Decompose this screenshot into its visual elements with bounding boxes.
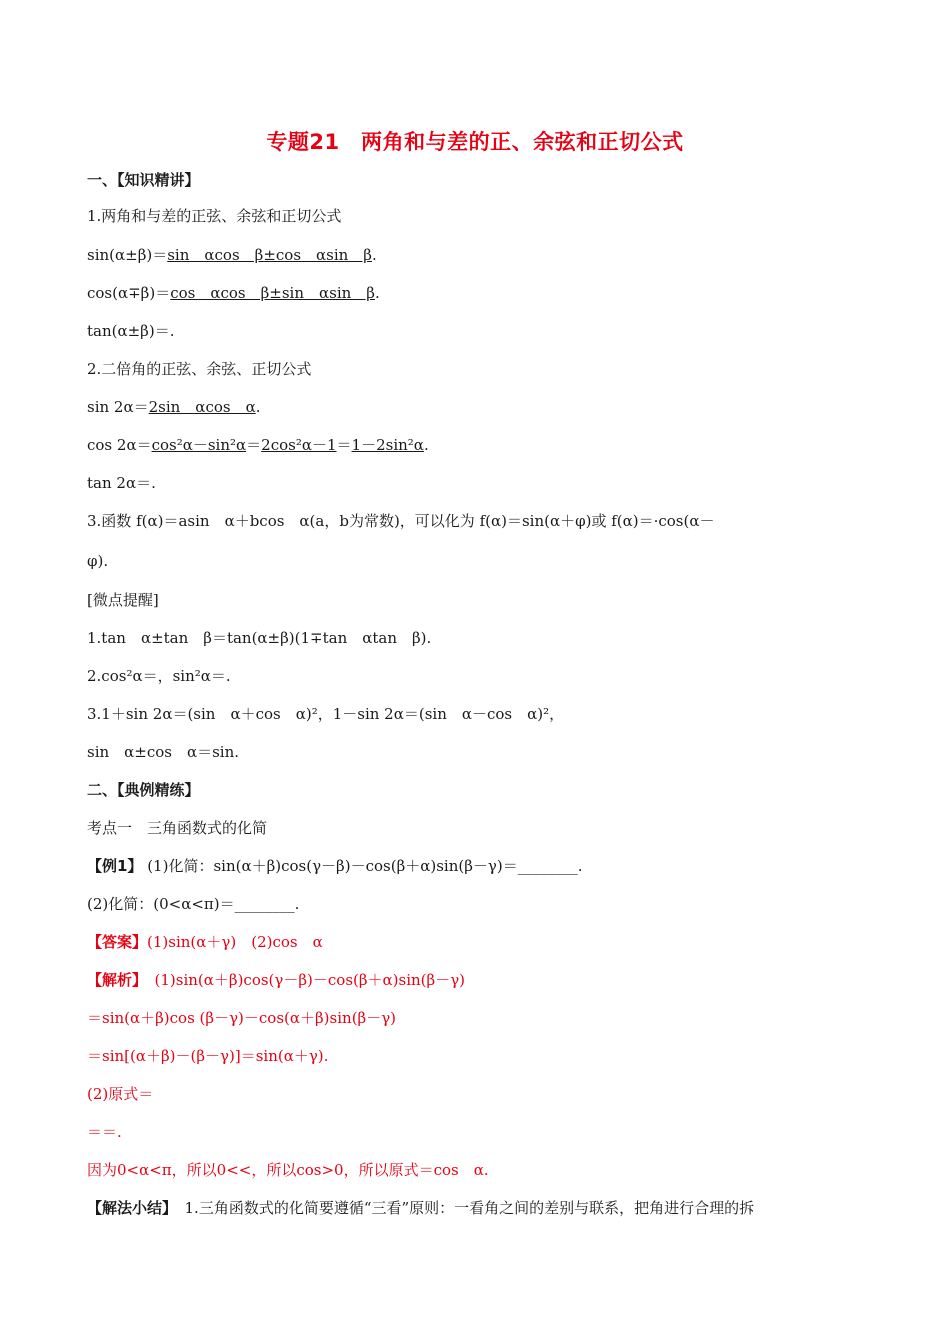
formula-answer: cos αcos β±sin αsin β <box>170 284 375 302</box>
formula-text: cos 2α＝ <box>87 436 152 454</box>
formula-text: . <box>423 436 429 454</box>
example-label: 【例1】 <box>87 857 143 875</box>
solution-line-3: ＝sin[(α＋β)－(β－γ)]＝sin(α＋γ). <box>87 1047 329 1065</box>
solution-text: (1)sin(α＋β)cos(γ－β)－cos(β＋α)sin(β－γ) <box>139 971 466 989</box>
example-1-question-1 <box>87 856 583 876</box>
formula-text: ＝ <box>336 436 352 454</box>
section-heading-examples: 二、【典例精练】 <box>87 781 200 799</box>
knowledge-3-line-1: 3.函数 f(α)＝asin α＋bcos α(a，b为常数)，可以化为 f(α)＝sin(α＋φ)或 f(α)＝·cos(α－ <box>87 512 715 530</box>
knowledge-2-heading: 2.二倍角的正弦、余弦、正切公式 <box>87 360 312 378</box>
solution-label: 【解析】 <box>87 971 140 989</box>
formula-answer: 2cos²α－1 <box>261 436 337 454</box>
topic-heading: 考点一 三角函数式的化简 <box>87 819 268 837</box>
formula-text: cos(α∓β)＝ <box>87 284 171 302</box>
tip-3: 3.1＋sin 2α＝(sin α＋cos α)²，1－sin 2α＝(sin α－cos α)²， <box>87 705 565 723</box>
formula-text: . <box>374 284 380 302</box>
tip-2: 2.cos²α＝，sin²α＝. <box>87 667 231 685</box>
formula-answer: cos²α－sin²α <box>151 436 247 454</box>
section-heading-knowledge: 一、【知识精讲】 <box>87 171 200 189</box>
formula-sin-sum <box>87 245 377 265</box>
solution-line-5: ＝＝. <box>87 1123 122 1141</box>
formula-cos-double <box>87 435 429 455</box>
formula-tan-double: tan 2α＝. <box>87 474 156 492</box>
formula-answer: sin αcos β±cos αsin β <box>167 246 372 264</box>
formula-text: ＝ <box>246 436 262 454</box>
formula-answer: 2sin αcos α <box>148 398 256 416</box>
formula-tan-sum: tan(α±β)＝. <box>87 322 175 340</box>
tips-heading: [微点提醒] <box>87 591 159 609</box>
solution-line-1 <box>87 970 465 990</box>
question-text: (1)化简：sin(α＋β)cos(γ－β)－cos(β＋α)sin(β－γ)＝________. <box>142 857 583 875</box>
document-title: 专题21 两角和与差的正、余弦和正切公式 <box>266 130 684 154</box>
knowledge-3-line-2: φ). <box>87 552 109 570</box>
answer-text: (1)sin(α＋γ) (2)cos α <box>147 933 323 951</box>
answer-line <box>87 932 323 952</box>
formula-answer: 1－2sin²α <box>351 436 424 454</box>
solution-line-4: (2)原式＝ <box>87 1085 154 1103</box>
tip-4: sin α±cos α＝sin. <box>87 743 240 761</box>
formula-text: sin(α±β)＝ <box>87 246 168 264</box>
summary-label: 【解法小结】 <box>87 1199 170 1217</box>
solution-line-6: 因为0<α<π，所以0<<，所以cos>0，所以原式＝cos α. <box>87 1161 489 1179</box>
answer-label: 【答案】 <box>87 933 148 951</box>
formula-text: . <box>371 246 377 264</box>
summary-text: 1.三角函数式的化简要遵循“三看”原则：一看角之间的差别与联系，把角进行合理的拆 <box>169 1199 755 1217</box>
method-summary-line <box>87 1198 754 1218</box>
formula-sin-double <box>87 397 260 417</box>
example-1-question-2: (2)化简：(0<α<π)＝________. <box>87 895 300 913</box>
knowledge-1-heading: 1.两角和与差的正弦、余弦和正切公式 <box>87 207 342 225</box>
formula-text: sin 2α＝ <box>87 398 149 416</box>
formula-cos-sum <box>87 283 380 303</box>
tip-1: 1.tan α±tan β＝tan(α±β)(1∓tan αtan β). <box>87 629 432 647</box>
formula-text: . <box>255 398 261 416</box>
solution-line-2: ＝sin(α＋β)cos (β－γ)－cos(α＋β)sin(β－γ) <box>87 1009 397 1027</box>
